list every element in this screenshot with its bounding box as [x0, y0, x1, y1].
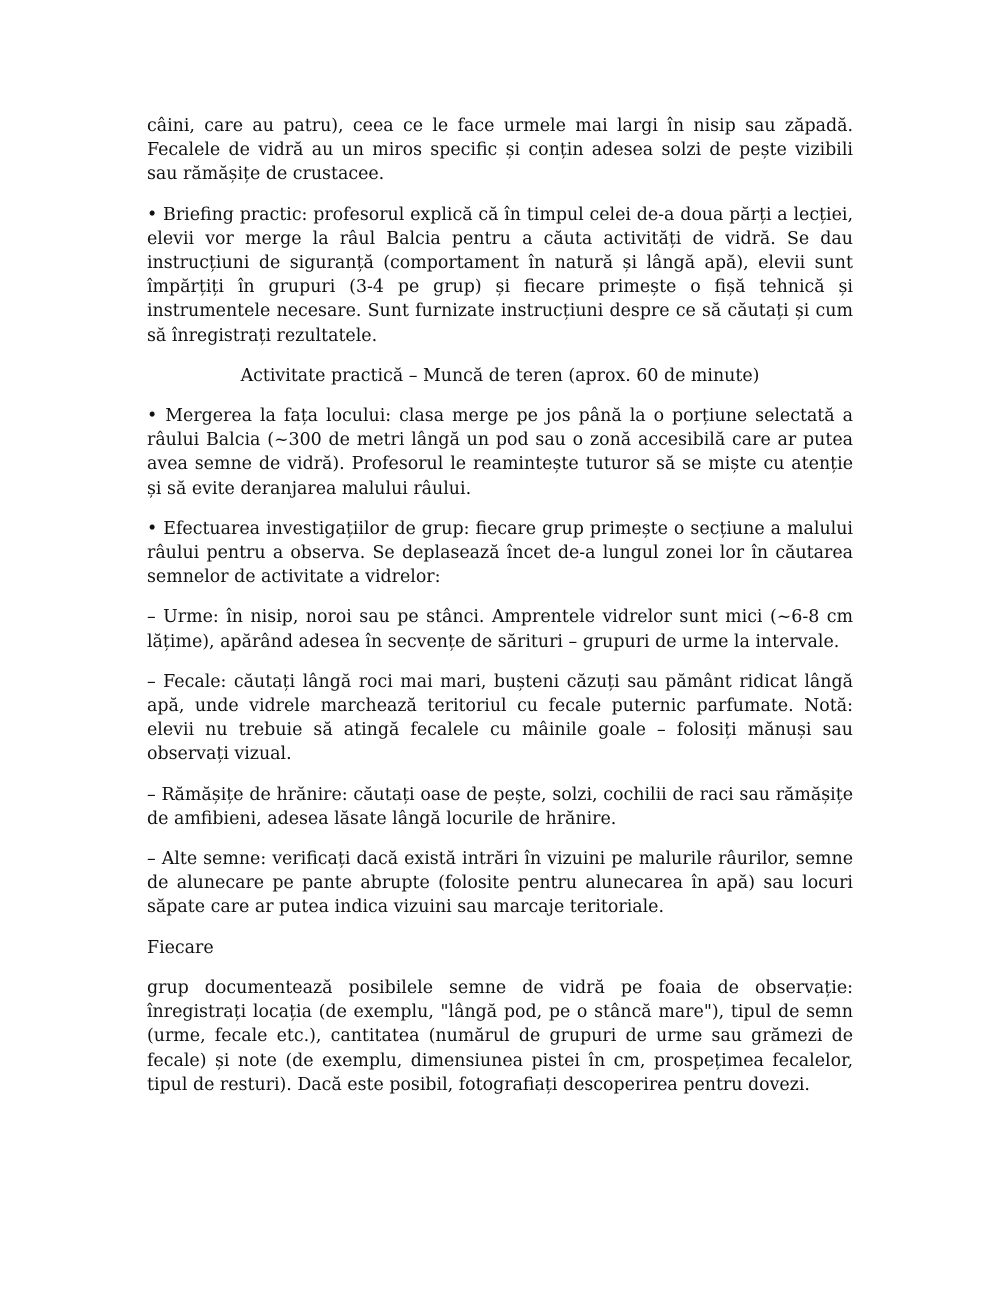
document-page [147, 114, 853, 1113]
intro-paragraph: câini, care au patru), ceea ce le face urmele mai largi în nisip sau zăpadă. Fecalele de vidră au un miros specific și conțin adesea solzi de pește vizibili sau rămășițe de crustacee. [147, 116, 853, 185]
documentation-paragraph: grup documentează posibilele semne de vidră pe foaia de observație: înregistrați locația (de exemplu, "lângă pod, pe o stâncă mare"), tipul de semn (urme, fecale etc.), cantitatea (numărul de grupuri de urme sau grămezi de fecale) și note (de exemplu, dimensiunea pistei în cm, prospețimea fecalelor, tipul de resturi). Dacă este posibil, fotografiați descoperirea pentru dovezi. [147, 977, 853, 1095]
group-investigation-paragraph: • Efectuarea investigațiilor de grup: fiecare grup primește o secțiune a malului râului pentru a observa. Se deplasează încet de-a lungul zonei lor în căutarea semnelor de activitate a vidrelor: [147, 518, 853, 588]
section-heading: Activitate practică – Muncă de teren (aprox. 60 de minute) [240, 365, 760, 386]
fiecare-paragraph: Fiecare [147, 937, 214, 958]
site-visit-paragraph: • Mergerea la fața locului: clasa merge pe jos până la o porțiune selectată a râului Balcia (~300 de metri lângă un pod sau o zonă accesibilă care ar putea avea semne de vidră). Profesorul le reamintește tuturor să se miște cu atenție și să evite deranjarea malului râului. [147, 406, 853, 499]
tracks-paragraph: – Urme: în nisip, noroi sau pe stânci. Amprentele vidrelor sunt mici (~6-8 cm lățime), apărând adesea în secvențe de sărituri – grupuri de urme la intervale. [147, 607, 853, 652]
briefing-paragraph: • Briefing practic: profesorul explică că în timpul celei de-a doua părți a lecției, elevii vor merge la râul Balcia pentru a căuta activități de vidră. Se dau instrucțiuni de siguranță (comportament în natură și lângă apă), elevii sunt împărțiți în grupuri (3-4 pe grup) și fiecare primește o fișă tehnică și instrumentele necesare. Sunt furnizate instrucțiuni despre ce să căutați și cum să înregistrați rezultatele. [147, 204, 853, 346]
feces-paragraph: – Fecale: căutați lângă roci mai mari, bușteni căzuți sau pământ ridicat lângă apă, unde vidrele marchează teritoriul cu fecale puternic parfumate. Notă: elevii nu trebuie să atingă fecalele cu mâinile goale – folosiți mănuși sau observați vizual. [147, 671, 853, 765]
feeding-remains-paragraph: – Rămășițe de hrănire: căutați oase de pește, solzi, cochilii de raci sau rămășițe de amfibieni, adesea lăsate lângă locurile de hrănire. [147, 784, 853, 829]
other-signs-paragraph: – Alte semne: verificați dacă există intrări în vizuini pe malurile râurilor, semne de alunecare pe pante abrupte (folosite pentru alunecarea în apă) sau locuri săpate care ar putea indica vizuini sau marcaje teritoriale. [147, 849, 853, 918]
